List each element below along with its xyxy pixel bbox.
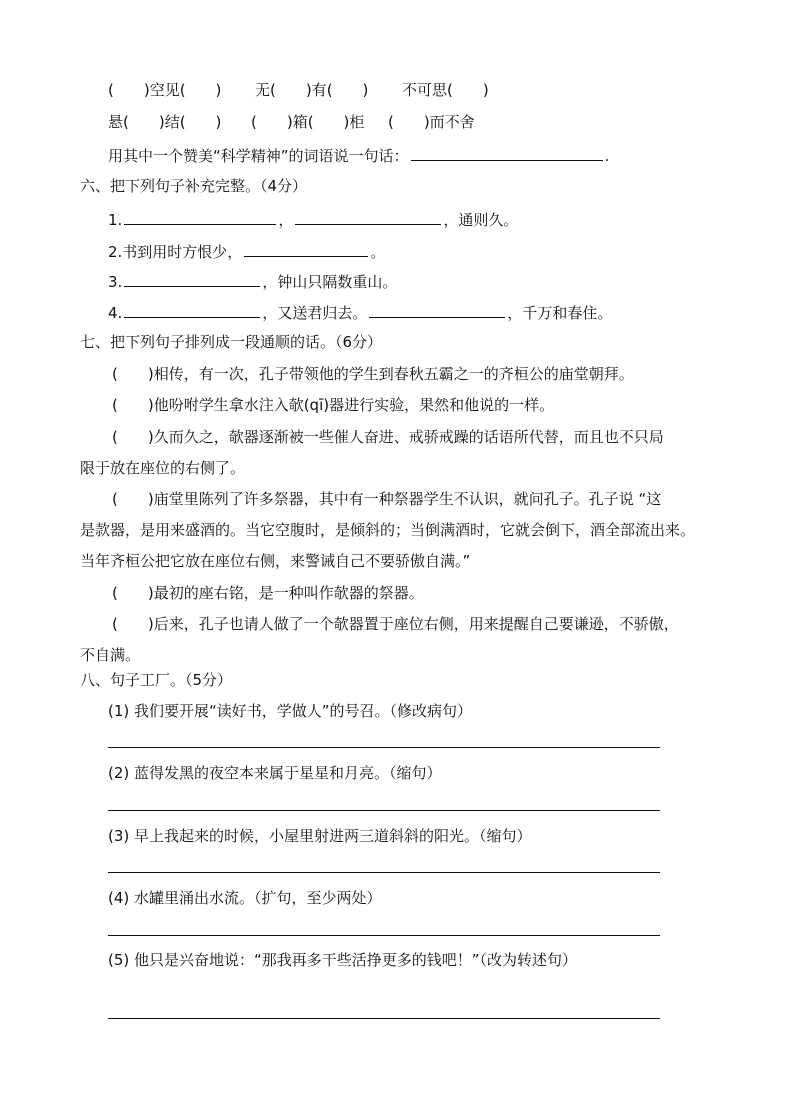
s8-answer-line-3[interactable] bbox=[108, 872, 660, 873]
s6-question-3 bbox=[108, 270, 397, 292]
s8-answer-line-1[interactable] bbox=[108, 747, 660, 748]
s6-q2-end: 。 bbox=[370, 243, 386, 261]
s7-sentence-3-line-2: 限于放在座位的右侧了。 bbox=[80, 459, 246, 477]
idiom-2: 无( )有( ) bbox=[254, 81, 369, 99]
idiom-prompt-end: . bbox=[604, 147, 610, 165]
s7-sentence-1: ( )相传，有一次，孔子带领他的学生到春秋五霸之一的齐桓公的庙堂朝拜。 bbox=[112, 365, 634, 383]
idiom-6: ( )而不舍 bbox=[387, 113, 475, 131]
section-8-heading: 八、句子工厂。（5分） bbox=[80, 671, 233, 689]
s6-q1-number: 1. bbox=[108, 211, 123, 229]
s8-question-3: (3) 早上我起来的时候，小屋里射进两三道斜斜的阳光。（缩句） bbox=[108, 827, 532, 845]
s8-answer-line-5[interactable] bbox=[108, 1018, 660, 1019]
idiom-row-1 bbox=[108, 80, 489, 100]
idiom-5: ( )箱( )柜 bbox=[250, 113, 365, 131]
s8-question-4: (4) 水罐里涌出水流。（扩句，至少两处） bbox=[108, 889, 382, 907]
s7-sentence-3-line-1: ( )久而久之，欹器逐渐被一些催人奋进、戒骄戒躁的话语所代替，而且也不只局 bbox=[112, 428, 664, 446]
idiom-3: 不可思( ) bbox=[401, 81, 489, 99]
s6-q4-mid: ，又送君归去。 bbox=[262, 304, 368, 322]
idiom-prompt-text: 用其中一个赞美“科学精神”的词语说一句话： bbox=[108, 147, 409, 165]
s7-sentence-6-line-2: 不自满。 bbox=[80, 646, 141, 664]
idiom-sentence-blank[interactable] bbox=[411, 144, 603, 161]
s6-q4-end: ，千万和春住。 bbox=[507, 304, 613, 322]
idiom-1: ( )空见( ) bbox=[108, 81, 222, 99]
s6-q1-end: ，通则久。 bbox=[443, 211, 519, 229]
s6-question-2 bbox=[108, 240, 385, 262]
s8-question-1: (1) 我们要开展“读好书，学做人”的号召。（修改病句） bbox=[108, 702, 473, 720]
s7-sentence-2: ( )他吩咐学生拿水注入欹(qī)器进行实验，果然和他说的一样。 bbox=[112, 396, 555, 414]
s8-answer-line-4[interactable] bbox=[108, 935, 660, 936]
s6-question-1 bbox=[108, 208, 518, 230]
s6-q3-number: 3. bbox=[108, 273, 123, 291]
idiom-row-2 bbox=[108, 112, 475, 132]
s7-sentence-6-line-1: ( )后来，孔子也请人做了一个欹器置于座位右侧，用来提醒自己要谦逊，不骄傲， bbox=[112, 615, 679, 633]
s6-q4-number: 4. bbox=[108, 304, 123, 322]
s6-question-4 bbox=[108, 301, 612, 323]
section-6-heading: 六、把下列句子补充完整。（4分） bbox=[80, 177, 308, 195]
s6-q1-blank-b[interactable] bbox=[295, 208, 441, 225]
s7-sentence-4-line-2: 是款器，是用来盛酒的。当它空腹时，是倾斜的；当倒满酒时，它就会倒下，酒全部流出来。 bbox=[80, 521, 696, 539]
s6-q4-blank-b[interactable] bbox=[369, 301, 505, 318]
s6-q2-blank[interactable] bbox=[244, 240, 368, 257]
s6-q4-blank-a[interactable] bbox=[124, 301, 260, 318]
s6-q2-start: 2.书到用时方恨少， bbox=[108, 243, 243, 261]
section-7-heading: 七、把下列句子排列成一段通顺的话。（6分） bbox=[80, 333, 383, 351]
s6-q3-end: ，钟山只隔数重山。 bbox=[262, 273, 398, 291]
s7-sentence-4-line-3: 当年齐桓公把它放在座位右侧，来警诫自己不要骄傲自满。” bbox=[80, 552, 471, 570]
idiom-sentence-prompt bbox=[108, 144, 609, 166]
s7-sentence-4-line-1: ( )庙堂里陈列了许多祭器，其中有一种祭器学生不认识，就问孔子。孔子说 “这 bbox=[112, 490, 662, 508]
s8-answer-line-2[interactable] bbox=[108, 810, 660, 811]
s8-question-2: (2) 蓝得发黑的夜空本来属于星星和月亮。（缩句） bbox=[108, 764, 442, 782]
s6-q1-mid: ， bbox=[278, 211, 294, 229]
s6-q1-blank-a[interactable] bbox=[124, 208, 276, 225]
s8-question-5: (5) 他只是兴奋地说：“那我再多干些活挣更多的钱吧！”（改为转述句） bbox=[108, 951, 578, 969]
idiom-4: 悬( )结( ) bbox=[108, 113, 222, 131]
s6-q3-blank[interactable] bbox=[124, 270, 260, 287]
s7-sentence-5: ( )最初的座右铭，是一种叫作欹器的祭器。 bbox=[112, 584, 424, 602]
